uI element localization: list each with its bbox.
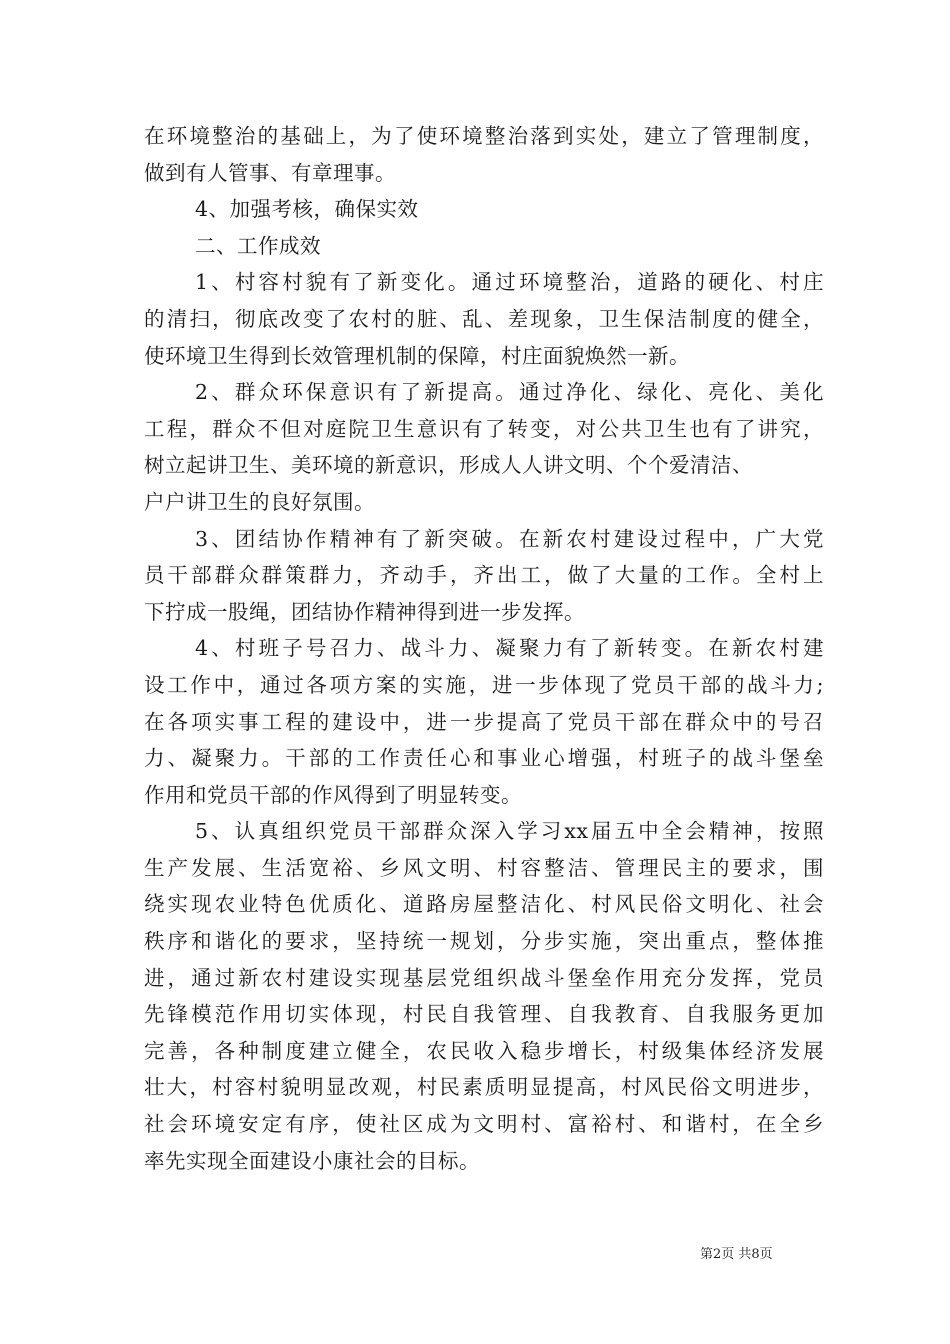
text-line: 使环境卫生得到长效管理机制的保障，村庄面貌焕然一新。 <box>144 343 690 368</box>
text-line: 的清扫，彻底改变了农村的脏、乱、差现象，卫生保洁制度的健全， <box>144 306 824 331</box>
text-line: 进，通过新农村建设实现基层党组织战斗堡垒作用充分发挥，党员 <box>144 965 824 990</box>
text-line: 在环境整治的基础上，为了使环境整治落到实处，建立了管理制度， <box>144 124 824 148</box>
text-line: 下拧成一股绳，团结协作精神得到进一步发挥。 <box>144 599 585 624</box>
text-line: 5、认真组织党员干部群众深入学习xx届五中全会精神，按照 <box>195 819 824 844</box>
text-line: 作用和党员干部的作风得到了明显转变。 <box>144 782 522 807</box>
text-line: 在各项实事工程的建设中，进一步提高了党员干部在群众中的号召 <box>144 709 824 734</box>
section-heading: 二、工作成效 <box>195 233 321 258</box>
text-line: 3、团结协作精神有了新突破。在新农村建设过程中，广大党 <box>195 526 824 551</box>
text-line: 秩序和谐化的要求，坚持统一规划，分步实施，突出重点，整体推 <box>144 929 824 954</box>
text-line: 工程，群众不但对庭院卫生意识有了转变，对公共卫生也有了讲究， <box>144 416 824 441</box>
document-body <box>144 118 824 1179</box>
text-line: 力、凝聚力。干部的工作责任心和事业心增强，村班子的战斗堡垒 <box>144 746 824 771</box>
text-line: 设工作中，通过各项方案的实施，进一步体现了党员干部的战斗力; <box>144 672 824 697</box>
text-line: 树立起讲卫生、美环境的新意识，形成人人讲文明、个个爱清洁、 <box>144 453 753 478</box>
text-line: 1、村容村貌有了新变化。通过环境整治，道路的硬化、村庄 <box>195 270 824 295</box>
text-line: 率先实现全面建设小康社会的目标。 <box>144 1148 480 1173</box>
text-line: 壮大，村容村貌明显改观，村民素质明显提高，村风民俗文明进步， <box>144 1075 824 1100</box>
text-line: 4、村班子号召力、战斗力、凝聚力有了新转变。在新农村建 <box>195 636 824 661</box>
text-line: 先锋模范作用切实体现，村民自我管理、自我教育、自我服务更加 <box>144 1002 824 1027</box>
text-line: 户户讲卫生的良好氛围。 <box>144 489 375 514</box>
section-subheading: 4、加强考核，确保实效 <box>195 197 419 222</box>
text-line: 做到有人管事、有章理事。 <box>144 160 396 185</box>
text-line: 生产发展、生活宽裕、乡风文明、村容整洁、管理民主的要求，围 <box>144 855 824 880</box>
page-number: 第2页 共8页 <box>700 1247 773 1262</box>
text-line: 绕实现农业特色优质化、道路房屋整洁化、村风民俗文明化、社会 <box>144 892 824 917</box>
text-line: 2、群众环保意识有了新提高。通过净化、绿化、亮化、美化 <box>195 380 824 405</box>
text-line: 社会环境安定有序，使社区成为文明村、富裕村、和谐村，在全乡 <box>144 1112 824 1137</box>
text-line: 员干部群众群策群力，齐动手，齐出工，做了大量的工作。全村上 <box>144 563 824 588</box>
text-line: 完善，各种制度建立健全，农民收入稳步增长，村级集体经济发展 <box>144 1038 824 1063</box>
